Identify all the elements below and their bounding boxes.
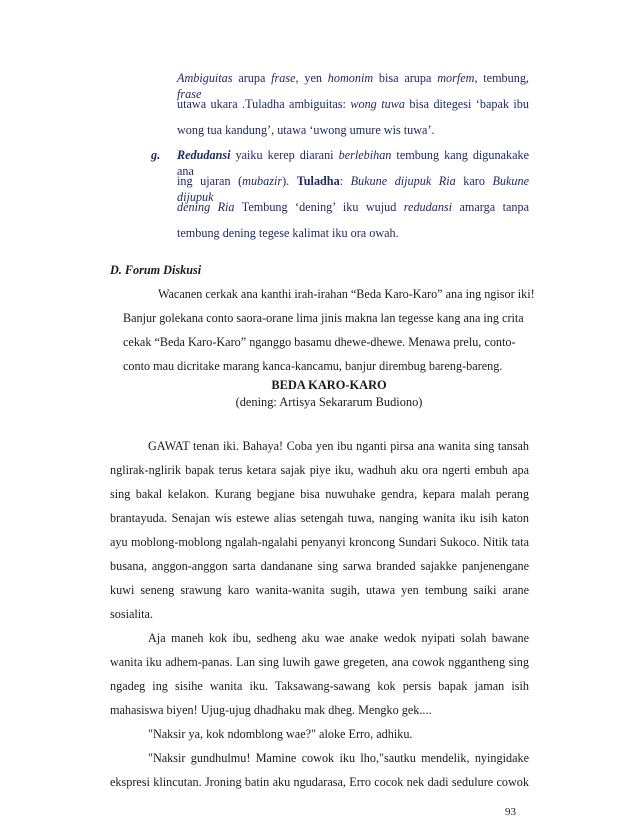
story-p1-line-2: nglirak-nglirik bapak terus ketara sajak piye iku, wadhuh aku ora ngerti embuh apa (110, 463, 529, 477)
ambiguitas-line-3: wong tua kandung’, utawa ‘uwong umure wis tuwa’. (177, 123, 435, 137)
redudansi-line-2: ing ujaran (mubazir). Tuladha: Bukune dijupuk Ria karo Bukune dijupuk (177, 174, 529, 204)
redudansi-line-1: Redudansi yaiku kerep diarani berlebihan tembung kang digunakake ana (177, 148, 529, 178)
story-p3-line-2: ekspresi klincutan. Jroning batin aku ngudarasa, Erro cocok nek dadi sedulure cowok (110, 775, 529, 789)
story-p1-line-4: brantayuda. Senajan wis estewe alias setengah tuwa, nanging wanita iku isih katon (110, 511, 529, 525)
ambiguitas-line-2: utawa ukara .Tuladha ambiguitas: wong tuwa bisa ditegesi ‘bapak ibu (177, 97, 529, 111)
story-p1-line-3: sing bakal kelakon. Kurang begjane bisa nuwuhake gendra, kepara malah perang (110, 487, 529, 501)
story-p1-line-1: GAWAT tenan iki. Bahaya! Coba yen ibu nganti pirsa ana wanita sing tansah (148, 439, 529, 453)
list-marker-g: g. (151, 148, 161, 162)
ambiguitas-line-1: Ambiguitas arupa frase, yen homonim bisa arupa morfem, tembung, frase (177, 71, 529, 101)
story-byline: (dening: Artisya Sekararum Budiono) (235, 395, 423, 409)
story-p1-line-5: ayu moblong-moblong ngalah-ngalahi penyanyi kroncong Sundari Sukoco. Nitik tata (110, 535, 529, 549)
page-number: 93 (505, 806, 516, 818)
redudansi-line-3: dening Ria Tembung ‘dening’ iku wujud redudansi amarga tanpa (177, 200, 529, 214)
section-d-line-2: Banjur golekana conto saora-orane lima jinis makna lan tegesse kang ana ing crita (123, 311, 524, 325)
story-p1-line-6: busana, anggon-anggon sarta dandanane sing sarwa branded sajakke panjenengane (110, 559, 529, 573)
story-p1-line-7: kuwi seneng srawung karo wanita-wanita sugih, utawa yen tembung saiki arane (110, 583, 529, 597)
story-dialog-1: "Naksir ya, kok ndomblong wae?" aloke Erro, adhiku. (148, 727, 413, 741)
story-p2-line-3: ngadeg ing sisihe wanita iku. Taksawang-sawang kok persis bapak jaman isih (110, 679, 529, 693)
story-p2-line-4: mahasiswa biyen! Ujug-ujug dhadhaku mak dheg. Mengko gek.... (110, 703, 432, 717)
section-d-heading: D. Forum Diskusi (110, 263, 202, 277)
story-p2-line-2: wanita iku adhem-panas. Lan sing luwih gawe gregeten, ana cowok nggantheng sing (110, 655, 529, 669)
story-p1-line-8: sosialita. (110, 607, 153, 621)
story-p2-line-1: Aja maneh kok ibu, sedheng aku wae anake wedok nyipati solah bawane (148, 631, 529, 645)
story-title: BEDA KARO-KARO (271, 378, 387, 392)
section-d-line-3: cekak “Beda Karo-Karo” nganggo basamu dhewe-dhewe. Menawa prelu, conto- (123, 335, 516, 349)
story-p3-line-1: "Naksir gundhulmu! Mamine cowok iku lho,"sautku mendelik, nyingidake (148, 751, 529, 765)
section-d-line-1: Wacanen cerkak ana kanthi irah-irahan “Beda Karo-Karo” ana ing ngisor iki! (158, 287, 535, 301)
redudansi-line-4: tembung dening tegese kalimat iku ora owah. (177, 226, 399, 240)
section-d-line-4: conto mau dicritake marang kanca-kancamu, banjur dirembug bareng-bareng. (123, 359, 503, 373)
